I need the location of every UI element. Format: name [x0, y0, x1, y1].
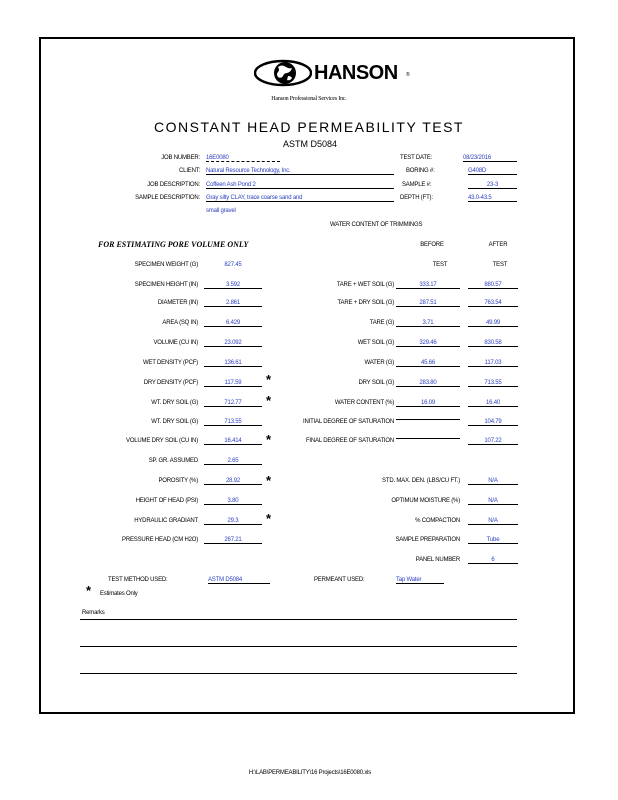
compaction-field-label: % COMPACTION	[415, 518, 460, 524]
job-number-label: JOB NUMBER:	[161, 155, 200, 161]
compaction-field-label: SAMPLE PREPARATION	[395, 537, 460, 543]
compaction-field-value: Tube	[468, 537, 518, 544]
specimen-field-label: HEIGHT OF HEAD (PSI)	[135, 498, 198, 504]
compaction-field-label: STD. MAX. DEN. (LBS/CU FT.)	[382, 478, 460, 484]
soil-field-label: FINAL DEGREE OF SATURATION	[305, 438, 394, 444]
soil-field-label: DRY SOIL (G)	[358, 380, 394, 386]
soil-field-after: 16.40	[468, 400, 518, 407]
specimen-field-value: 2.65	[204, 458, 262, 465]
sample-value: 23-3	[468, 182, 517, 189]
specimen-field-label: DRY DENSITY (PCF)	[143, 380, 198, 386]
before-column-header: BEFORE	[420, 242, 444, 248]
specimen-field-value: 267.21	[204, 537, 262, 544]
client-value: Natural Resource Technology, Inc.	[206, 168, 394, 175]
soil-field-before: 16.09	[396, 400, 460, 407]
soil-field-before	[396, 438, 460, 439]
specimen-field-value: 3.592	[204, 282, 262, 289]
soil-field-label: TARE + WET SOIL (G)	[336, 282, 394, 288]
job-number-value: 16E0080	[206, 155, 280, 162]
estimate-star: *	[266, 372, 272, 387]
specimen-field-label: SPECIMEN WEIGHT (G)	[134, 262, 198, 268]
brand-trademark: ®	[406, 72, 410, 78]
compaction-field-label: PANEL NUMBER	[415, 557, 460, 563]
client-label: CLIENT:	[179, 168, 200, 174]
page-title: CONSTANT HEAD PERMEABILITY TEST	[154, 119, 464, 135]
soil-field-before: 287.51	[396, 300, 460, 307]
soil-field-label: TARE (G)	[369, 320, 394, 326]
specimen-field-label: WT. DRY SOIL (G)	[151, 400, 198, 406]
remarks-line	[80, 619, 517, 620]
compaction-field-value: N/A	[468, 478, 518, 485]
soil-field-before: 329.46	[396, 340, 460, 347]
specimen-field-value: 23.092	[204, 340, 262, 347]
specimen-field-label: SP. GR. ASSUMED	[148, 458, 198, 464]
soil-field-after: 830.58	[468, 340, 518, 347]
depth-label: DEPTH (FT):	[400, 195, 433, 201]
boring-value: G408D	[468, 168, 517, 175]
test-date-value: 08/23/2016	[463, 155, 517, 162]
boring-label: BORING #:	[406, 168, 435, 174]
test-method-label: TEST METHOD USED:	[108, 577, 168, 583]
soil-field-before: 283.80	[396, 380, 460, 387]
compaction-field-value: N/A	[468, 498, 518, 505]
specimen-field-label: VOLUME DRY SOIL (CU IN)	[126, 438, 198, 444]
remarks-line	[80, 673, 517, 674]
estimate-star: *	[266, 511, 272, 526]
soil-field-before: 333.17	[396, 282, 460, 289]
sample-description-label: SAMPLE DESCRIPTION:	[135, 195, 200, 201]
specimen-field-value: 827.45	[224, 262, 242, 268]
estimate-star: *	[266, 393, 272, 408]
soil-field-after: 49.99	[468, 320, 518, 327]
soil-field-label: WATER (G)	[364, 360, 394, 366]
compaction-field-value: N/A	[468, 518, 518, 525]
soil-field-label: TARE + DRY SOIL (G)	[337, 300, 394, 306]
job-description-value: Coffeen Ash Pond 2	[206, 182, 394, 189]
remarks-line	[80, 646, 517, 647]
soil-field-after: 713.55	[468, 380, 518, 387]
soil-field-before: 45.66	[396, 360, 460, 367]
specimen-field-value: 3.80	[204, 498, 262, 505]
compaction-field-value: 6	[468, 557, 518, 564]
specimen-field-value: 713.55	[204, 419, 262, 426]
specimen-field-label: POROSITY (%)	[158, 478, 198, 484]
specimen-field-value: 6.429	[204, 320, 262, 327]
sample-label: SAMPLE #:	[402, 182, 432, 188]
estimates-only-note: Estimates Only	[100, 591, 138, 597]
soil-field-after: 107.22	[468, 438, 518, 445]
water-content-trimmings-label: WATER CONTENT OF TRIMMINGS	[330, 222, 423, 228]
specimen-field-value: 28.92	[204, 478, 262, 485]
soil-field-after: 104.79	[468, 419, 518, 426]
specimen-field-value: 2.861	[204, 300, 262, 307]
sample-description-line-1: Gray silty CLAY, trace coarse sand and	[206, 195, 394, 202]
job-description-label: JOB DESCRIPTION:	[147, 182, 200, 188]
specimen-field-label: DIAMETER (IN)	[157, 300, 198, 306]
soil-field-before: 3.71	[396, 320, 460, 327]
soil-field-after: 763.54	[468, 300, 518, 307]
specimen-field-label: AREA (SQ IN)	[162, 320, 198, 326]
depth-value: 43.0-43.5	[468, 195, 517, 202]
file-path: H:\LAB\PERMEABILITY\16 Projects\16E0080.xls	[248, 770, 372, 776]
test-date-label: TEST DATE:	[400, 155, 433, 161]
estimates-star: *	[86, 583, 92, 598]
specimen-field-value: 136.61	[204, 360, 262, 367]
compaction-field-label: OPTIMUM MOISTURE (%)	[391, 498, 460, 504]
permeant-label: PERMEANT USED:	[314, 577, 365, 583]
company-subtitle: Hanson Professional Services Inc.	[271, 96, 347, 102]
specimen-field-label: WT. DRY SOIL (G)	[151, 419, 198, 425]
soil-field-label: WET SOIL (G)	[357, 340, 394, 346]
remarks-label: Remarks	[82, 610, 105, 616]
specimen-field-value: 117.59	[204, 380, 262, 387]
brand-name: HANSON	[314, 62, 398, 84]
soil-field-before	[396, 419, 460, 420]
after-test-header: TEST	[492, 262, 508, 268]
soil-field-after: 117.03	[468, 360, 518, 367]
specimen-field-label: PRESSURE HEAD (CM H2O)	[122, 537, 198, 543]
estimate-star: *	[266, 432, 272, 447]
soil-field-label: INITIAL DEGREE OF SATURATION	[303, 419, 394, 425]
specimen-field-value: 29.3	[204, 518, 262, 525]
before-test-header: TEST	[432, 262, 448, 268]
globe-logo-icon	[254, 58, 312, 88]
after-column-header: AFTER	[488, 242, 508, 248]
sample-description-line-2: small gravel	[206, 208, 236, 214]
standard-label: ASTM D5084	[282, 139, 338, 149]
specimen-field-value: 712.77	[204, 400, 262, 407]
soil-field-label: WATER CONTENT (%)	[334, 400, 394, 406]
estimating-pore-volume-heading: FOR ESTIMATING PORE VOLUME ONLY	[98, 240, 249, 249]
test-method-value: ASTM D5084	[208, 577, 270, 584]
permeant-value: Tap Water	[396, 577, 444, 584]
specimen-field-label: HYDRAULIC GRADIANT	[134, 518, 198, 524]
specimen-field-label: WET DENSITY (PCF)	[142, 360, 198, 366]
estimate-star: *	[266, 473, 272, 488]
soil-field-after: 880.57	[468, 282, 518, 289]
specimen-field-label: VOLUME (CU IN)	[153, 340, 198, 346]
specimen-field-label: SPECIMEN HEIGHT (IN)	[134, 282, 198, 288]
specimen-field-value: 16.414	[204, 438, 262, 445]
